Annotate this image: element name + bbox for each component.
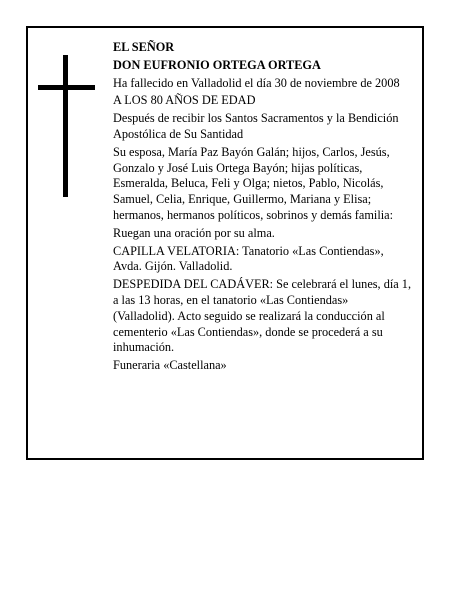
prayer-request: Ruegan una oración por su alma.: [113, 225, 275, 240]
deceased-name: DON EUFRONIO ORTEGA ORTEGA: [113, 57, 321, 72]
cross-icon: [63, 55, 68, 197]
family-list: Su esposa, María Paz Bayón Galán; hijos, Carlos, Jesús, Gonzalo y José Luis Ortega Bayón; hijas políticas, Esmeralda, Beluca, Feli y Olga; nietos, Pablo, Nicolás, Samuel, Celia, Enrique, Guillermo, Mariana y Elisa; hermanos, hermanos políticos, sobrinos y demás familia:: [113, 144, 394, 222]
age-line: A LOS 80 AÑOS DE EDAD: [113, 93, 256, 108]
chapel-info: CAPILLA VELATORIA: Tanatorio «Las Contiendas», Avda. Gijón. Valladolid.: [113, 243, 384, 274]
funeral-home: Funeraria «Castellana»: [113, 358, 227, 373]
death-announcement: Ha fallecido en Valladolid el día 30 de noviembre de 2008: [113, 75, 400, 90]
sacraments-line: Después de recibir los Santos Sacramentos y la Bendición Apostólica de Su Santidad: [113, 111, 399, 141]
farewell-info: DESPEDIDA DEL CADÁVER: Se celebrará el lunes, día 1, a las 13 horas, en el tanatorio «Las Contiendas» (Valladolid). Acto seguido se realizará la conducción al cementerio «Las Contiendas», donde se procederá a su inhumación.: [113, 277, 412, 355]
deceased-title: EL SEÑOR: [113, 40, 175, 54]
cross-icon-bar: [38, 85, 95, 90]
obituary-text: [113, 40, 413, 376]
